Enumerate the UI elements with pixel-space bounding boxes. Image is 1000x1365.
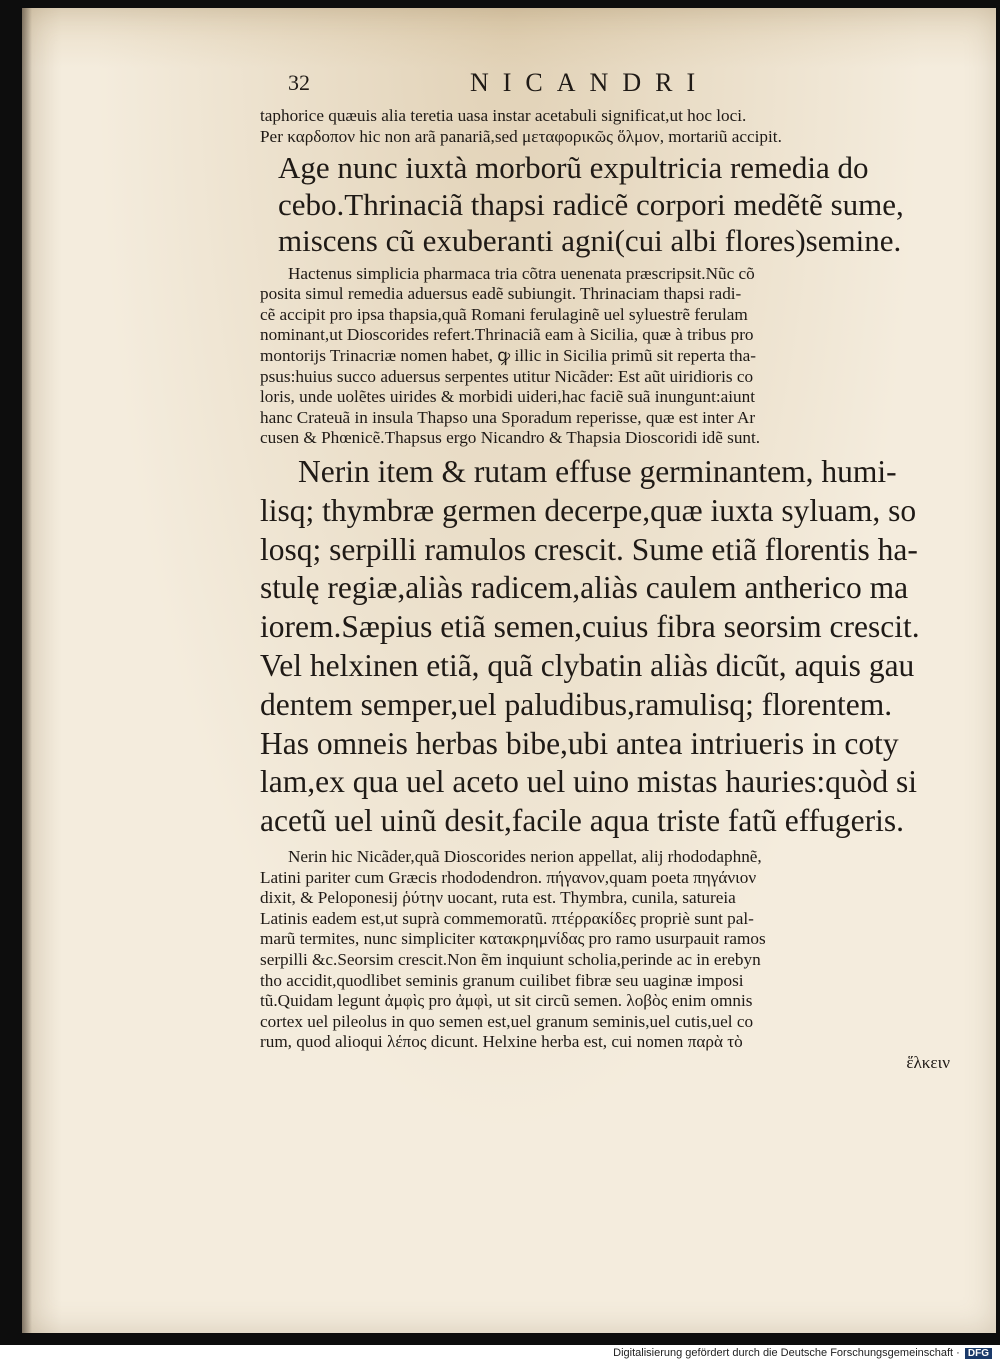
text-line: ἕλκειν: [906, 1052, 950, 1072]
digitization-credit: [613, 1347, 992, 1359]
text-line: serpilli &c.Seorsim crescit.Non ẽm inquiunt scholia,perinde ac in erebyn: [260, 949, 761, 969]
page-edge-shadow: [22, 8, 32, 1333]
verse-line: acetũ uel uinũ desit,facile aqua triste fatũ effugeris.: [260, 803, 905, 839]
verse-block-1: [260, 150, 960, 260]
verse-line: Nerin item & rutam effuse germinantem, humi-: [298, 454, 897, 490]
verse-line: cebo.Thrinaciã thapsi radicẽ corpori medẽtẽ sume,: [278, 186, 904, 222]
verse-block-2: [260, 453, 960, 841]
running-head: [260, 66, 960, 106]
page-number: 32: [288, 70, 310, 95]
text-line: Per καρδοπον hic non arã panariã,sed μεταφορικῶς ὅλμον, mortariũ accipit.: [260, 126, 782, 146]
text-line: loris, unde uolẽtes uirides & morbidi uideri,hac faciẽ suã inungunt:aiunt: [260, 387, 755, 407]
commentary-block-3: [260, 847, 960, 1074]
verse-line: stulę regiæ,aliàs radicem,aliàs caulem antherico ma: [260, 570, 909, 606]
text-line: tho accidit,quodlibet seminis granum cuilibet fibræ seu uaginæ imposi: [260, 970, 744, 990]
text-line: cẽ accipit pro ipsa thapsia,quã Romani ferulaginẽ uel syluestrẽ ferulam: [260, 304, 748, 324]
text-line: posita simul remedia aduersus eadẽ subiungit. Thrinaciam thapsi radi-: [260, 284, 742, 304]
text-line: marũ termites, nunc simpliciter κατακρημνίδας pro ramo usurpauit ramos: [260, 929, 766, 949]
verse-line: lam,ex qua uel aceto uel uino mistas hauries:quòd si: [260, 764, 917, 800]
text-block: [260, 66, 960, 1074]
verse-line: iorem.Sæpius etiã semen,cuius fibra seorsim crescit.: [260, 609, 920, 645]
verse-line: Vel helxinen etiã, quã clybatin aliàs dicũt, aquis gau: [260, 648, 915, 684]
commentary-block-1: [260, 106, 960, 147]
text-line: montorijs Trinacriæ nomen habet, ꝙ illic in Sicilia primũ sit reperta tha-: [260, 346, 756, 366]
text-line: cusen & Phœnicẽ.Thapsus ergo Nicandro & Thapsia Dioscoridi idẽ sunt.: [260, 428, 761, 448]
verse-line: losq; serpilli ramulos crescit. Sume etiã florentis ha-: [260, 531, 918, 567]
commentary-block-2: [260, 264, 960, 449]
text-line: dixit, & Peloponesij ῥύτην uocant, ruta est. Thymbra, cunila, satureia: [260, 888, 736, 908]
credit-text: Digitalisierung gefördert durch die Deutsche Forschungsgemeinschaft ·: [613, 1347, 960, 1359]
text-line: Nerin hic Nicãder,quã Dioscorides nerion appellat, alij rhododaphnẽ,: [288, 847, 762, 866]
text-line: hanc Crateuã in insula Thapso una Sporadum reperisse, quæ est inter Ar: [260, 407, 756, 427]
text-line: Hactenus simplicia pharmaca tria cõtra uenenata præscripsit.Nũc cõ: [288, 263, 755, 283]
text-line: taphorice quæuis alia teretia uasa instar acetabuli significat,ut hoc loci.: [260, 106, 747, 125]
text-line: Latinis eadem est,ut suprà commemoratũ. πτέρρακίδες propriè sunt pal-: [260, 908, 754, 928]
text-line: Latini pariter cum Græcis rhododendron. πήγανον,quam poeta πηγάνιον: [260, 867, 757, 887]
dfg-logo: DFG: [965, 1348, 992, 1359]
verse-line: lisq; thymbræ germen decerpe,quæ iuxta syluam, so: [260, 492, 917, 528]
text-line: tũ.Quidam legunt ἀμφὶς pro ἀμφὶ, ut sit circũ semen. λοβὸς enim omnis: [260, 991, 753, 1011]
verse-line: miscens cũ exuberanti agni(cui albi flores)semine.: [278, 223, 902, 259]
verse-line: dentem semper,uel paludibus,ramulisq; florentem.: [260, 686, 893, 722]
verse-line: Has omneis herbas bibe,ubi antea intriueris in coty: [260, 725, 899, 761]
footer-bar: [0, 1345, 1000, 1365]
book-page: [22, 8, 996, 1333]
verse-line: Age nunc iuxtà morborũ expultricia remedia do: [278, 150, 869, 186]
text-line: psus:huius succo aduersus serpentes utitur Nicãder: Est aũt uiridioris co: [260, 366, 754, 386]
text-line: cortex uel pileolus in quo semen est,uel granum seminis,uel cutis,uel co: [260, 1011, 754, 1031]
running-title: NICANDRI: [470, 68, 710, 97]
text-line: rum, quod alioqui λέπος dicunt. Helxine herba est, cui nomen παρὰ τὸ: [260, 1032, 743, 1052]
text-line: nominant,ut Dioscorides refert.Thrinaciã eam à Sicilia, quæ à tribus pro: [260, 325, 754, 345]
